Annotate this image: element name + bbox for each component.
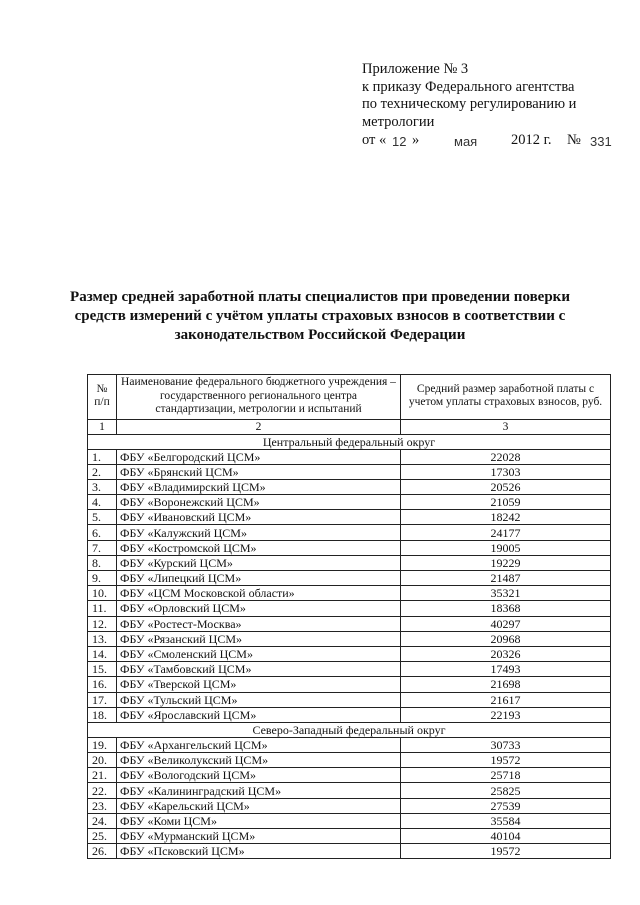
institution-name: ФБУ «Тверской ЦСМ» [117,677,401,692]
salary-value: 17493 [401,662,611,677]
row-number: 23. [88,798,117,813]
section-row [88,434,611,449]
institution-name: ФБУ «ЦСМ Московской области» [117,586,401,601]
institution-name: ФБУ «Тульский ЦСМ» [117,692,401,707]
date-day: 12 [392,134,407,150]
order-number-label: № [567,132,581,149]
salary-table [87,374,611,859]
row-number: 20. [88,753,117,768]
header-institution: Наименование федерального бюджетного учреждения – государственного регионального центра стандартизации, метрологии и испытаний [117,375,401,420]
salary-value: 35321 [401,586,611,601]
row-number: 8. [88,555,117,570]
institution-name: ФБУ «Смоленский ЦСМ» [117,646,401,661]
row-number: 22. [88,783,117,798]
table-row [88,479,611,494]
table-row [88,844,611,859]
section-row [88,722,611,737]
salary-value: 20968 [401,631,611,646]
salary-value: 17303 [401,464,611,479]
institution-name: ФБУ «Архангельский ЦСМ» [117,737,401,752]
appendix-line: к приказу Федерального агентства [362,78,575,95]
table-row [88,449,611,464]
salary-value: 19005 [401,540,611,555]
institution-name: ФБУ «Калужский ЦСМ» [117,525,401,540]
row-number: 12. [88,616,117,631]
row-number: 3. [88,479,117,494]
salary-value: 19229 [401,555,611,570]
table-header-row [88,375,611,420]
salary-value: 22028 [401,449,611,464]
order-date-line [362,132,632,150]
institution-name: ФБУ «Вологодский ЦСМ» [117,768,401,783]
table-row [88,783,611,798]
table-row [88,829,611,844]
header-number: № п/п [88,375,117,420]
row-number: 9. [88,571,117,586]
institution-name: ФБУ «Липецкий ЦСМ» [117,571,401,586]
table-row [88,510,611,525]
header-salary: Средний размер заработной платы с учетом уплаты страховых взносов, руб. [401,375,611,420]
row-number: 25. [88,829,117,844]
table-row [88,525,611,540]
table-row [88,677,611,692]
row-number: 7. [88,540,117,555]
date-year: 2012 г. [511,132,552,149]
row-number: 17. [88,692,117,707]
salary-value: 19572 [401,753,611,768]
table-row [88,631,611,646]
table-body [88,419,611,859]
salary-value: 27539 [401,798,611,813]
institution-name: ФБУ «Ярославский ЦСМ» [117,707,401,722]
salary-value: 20526 [401,479,611,494]
appendix-line: метрологии [362,113,435,130]
salary-value: 21059 [401,495,611,510]
table-row [88,707,611,722]
salary-value: 35584 [401,813,611,828]
institution-name: ФБУ «Калининградский ЦСМ» [117,783,401,798]
appendix-block [362,61,632,150]
salary-value: 20326 [401,646,611,661]
row-number: 13. [88,631,117,646]
institution-name: ФБУ «Великолукский ЦСМ» [117,753,401,768]
salary-value: 22193 [401,707,611,722]
salary-value: 18368 [401,601,611,616]
table-row [88,662,611,677]
salary-value: 25825 [401,783,611,798]
table-row [88,646,611,661]
institution-name: ФБУ «Владимирский ЦСМ» [117,479,401,494]
institution-name: ФБУ «Брянский ЦСМ» [117,464,401,479]
table-row [88,586,611,601]
institution-name: ФБУ «Карельский ЦСМ» [117,798,401,813]
table-row [88,571,611,586]
salary-value: 21487 [401,571,611,586]
row-number: 4. [88,495,117,510]
row-number: 11. [88,601,117,616]
table-row [88,555,611,570]
column-index: 2 [117,419,401,434]
row-number: 26. [88,844,117,859]
institution-name: ФБУ «Воронежский ЦСМ» [117,495,401,510]
section-title: Северо-Западный федеральный округ [88,722,611,737]
date-month: мая [454,134,478,150]
salary-value: 24177 [401,525,611,540]
table-row [88,768,611,783]
appendix-line: по техническому регулированию и [362,96,577,113]
row-number: 19. [88,737,117,752]
salary-value: 21617 [401,692,611,707]
row-number: 21. [88,768,117,783]
table-row [88,464,611,479]
row-number: 6. [88,525,117,540]
institution-name: ФБУ «Курский ЦСМ» [117,555,401,570]
row-number: 14. [88,646,117,661]
salary-value: 30733 [401,737,611,752]
institution-name: ФБУ «Псковский ЦСМ» [117,844,401,859]
row-number: 24. [88,813,117,828]
table-row [88,737,611,752]
row-number: 5. [88,510,117,525]
table-row [88,692,611,707]
institution-name: ФБУ «Тамбовский ЦСМ» [117,662,401,677]
salary-value: 21698 [401,677,611,692]
row-number: 10. [88,586,117,601]
salary-value: 40104 [401,829,611,844]
row-number: 2. [88,464,117,479]
salary-value: 25718 [401,768,611,783]
institution-name: ФБУ «Костромской ЦСМ» [117,540,401,555]
document-title: Размер средней заработной платы специалистов при проведении поверки средств измерений с учётом уплаты страховых взносов в соответствии с законодательством Российской Федерации [70,289,570,343]
salary-value: 18242 [401,510,611,525]
row-number: 16. [88,677,117,692]
section-title: Центральный федеральный округ [88,434,611,449]
institution-name: ФБУ «Ивановский ЦСМ» [117,510,401,525]
table-row [88,601,611,616]
row-number: 1. [88,449,117,464]
table-row [88,540,611,555]
table-row [88,798,611,813]
column-index-row [88,419,611,434]
order-number: 331 [590,134,612,150]
appendix-title: Приложение № 3 [362,61,469,77]
salary-value: 19572 [401,844,611,859]
table-row [88,813,611,828]
institution-name: ФБУ «Орловский ЦСМ» [117,601,401,616]
date-prefix: от « [362,132,387,149]
row-number: 18. [88,707,117,722]
column-index: 3 [401,419,611,434]
row-number: 15. [88,662,117,677]
salary-value: 40297 [401,616,611,631]
table-row [88,616,611,631]
institution-name: ФБУ «Ростест-Москва» [117,616,401,631]
institution-name: ФБУ «Белгородский ЦСМ» [117,449,401,464]
column-index: 1 [88,419,117,434]
table-row [88,753,611,768]
institution-name: ФБУ «Рязанский ЦСМ» [117,631,401,646]
date-close-quote: » [412,132,420,149]
institution-name: ФБУ «Коми ЦСМ» [117,813,401,828]
institution-name: ФБУ «Мурманский ЦСМ» [117,829,401,844]
table-row [88,495,611,510]
